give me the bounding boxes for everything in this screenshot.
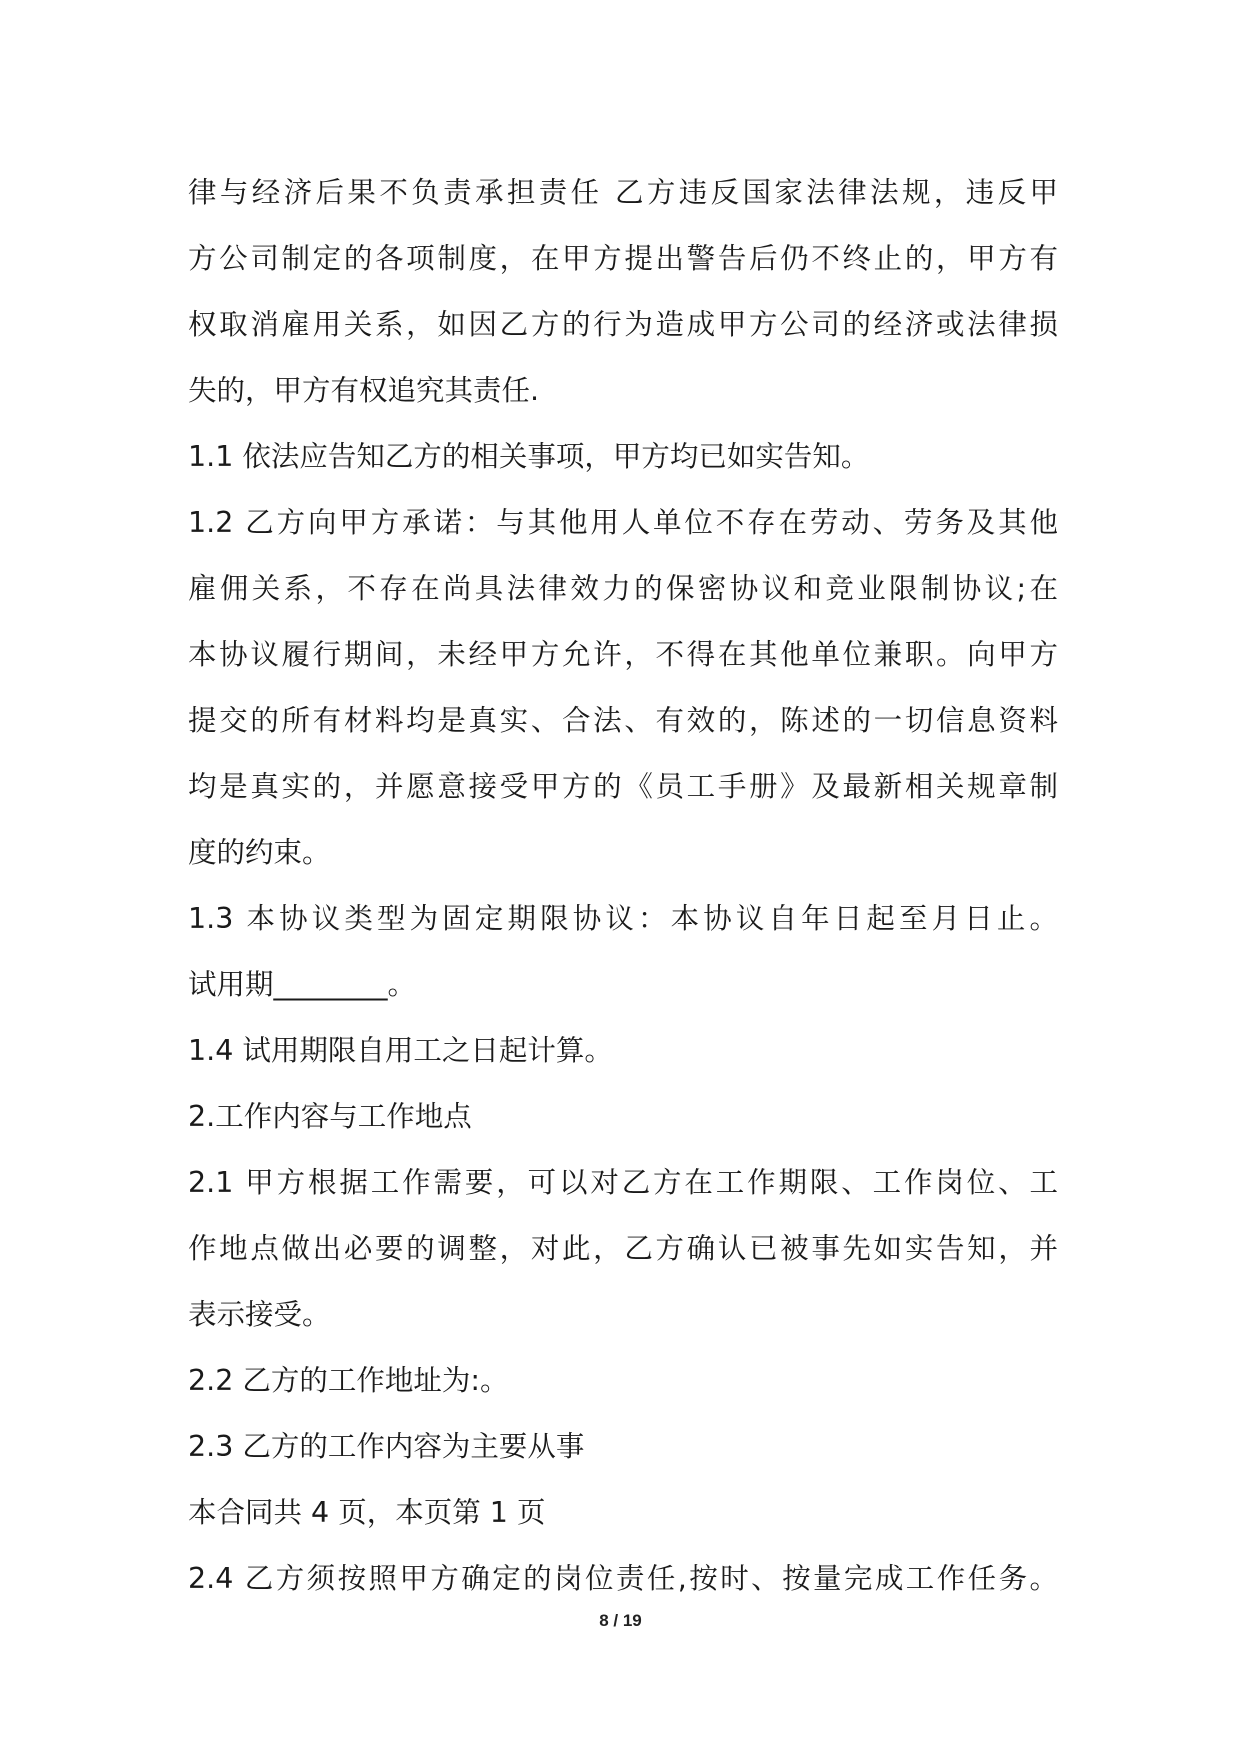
probation-period-line: 试用期________。 bbox=[188, 968, 417, 1001]
clause-1-4: 1.4 试用期限自用工之日起计算。 bbox=[188, 1034, 613, 1067]
clause-1-2: 1.2 乙方向甲方承诺：与其他用人单位不存在劳动、劳务及其他 bbox=[188, 506, 1058, 539]
text-line: 律与经济后果不负责承担责任 乙方违反国家法律法规，违反甲 bbox=[188, 176, 1058, 209]
clause-2-3: 2.3 乙方的工作内容为主要从事 bbox=[188, 1430, 585, 1463]
clause-2-4: 2.4 乙方须按照甲方确定的岗位责任,按时、按量完成工作任务。 bbox=[188, 1562, 1058, 1595]
contract-page-note: 本合同共 4 页，本页第 1 页 bbox=[188, 1496, 546, 1529]
text-line: 提交的所有材料均是真实、合法、有效的，陈述的一切信息资料 bbox=[188, 704, 1058, 737]
text-line: 失的，甲方有权追究其责任. bbox=[188, 374, 540, 407]
text-line: 均是真实的，并愿意接受甲方的《员工手册》及最新相关规章制 bbox=[188, 770, 1058, 803]
document-body bbox=[188, 160, 1058, 1612]
page-number: 8 / 19 bbox=[599, 1611, 642, 1630]
text-line: 权取消雇用关系，如因乙方的行为造成甲方公司的经济或法律损 bbox=[188, 308, 1058, 341]
text-line: 度的约束。 bbox=[188, 836, 331, 869]
text-line: 作地点做出必要的调整，对此，乙方确认已被事先如实告知，并 bbox=[188, 1232, 1058, 1265]
clause-1-1: 1.1 依法应告知乙方的相关事项，甲方均已如实告知。 bbox=[188, 440, 870, 473]
clause-1-3: 1.3 本协议类型为固定期限协议：本协议自年日起至月日止。 bbox=[188, 902, 1058, 935]
text-line: 雇佣关系，不存在尚具法律效力的保密协议和竞业限制协议;在 bbox=[188, 572, 1058, 605]
clause-2-2: 2.2 乙方的工作地址为:。 bbox=[188, 1364, 509, 1397]
clause-2-1: 2.1 甲方根据工作需要，可以对乙方在工作期限、工作岗位、工 bbox=[188, 1166, 1058, 1199]
text-line: 方公司制定的各项制度，在甲方提出警告后仍不终止的，甲方有 bbox=[188, 242, 1058, 275]
text-line: 本协议履行期间，未经甲方允许，不得在其他单位兼职。向甲方 bbox=[188, 638, 1058, 671]
text-line: 表示接受。 bbox=[188, 1298, 331, 1331]
section-heading-2: 2.工作内容与工作地点 bbox=[188, 1100, 472, 1133]
